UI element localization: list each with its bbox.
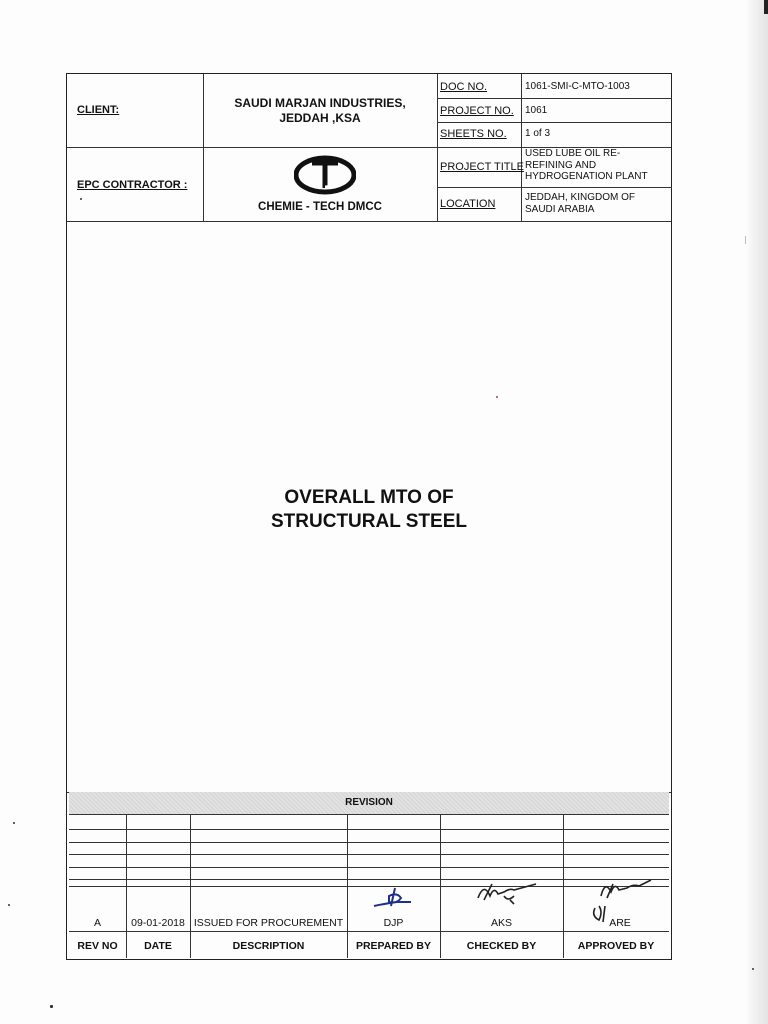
checked-by-header: CHECKED BY (466, 940, 537, 952)
project-no-value: 1061 (525, 105, 548, 116)
scan-speck (8, 904, 10, 906)
doc-no-label: DOC NO. (440, 81, 488, 93)
location-label: LOCATION (440, 198, 496, 210)
epc-contractor-name: CHEMIE - TECH DMCC (258, 201, 382, 213)
client-name: SAUDI MARJAN INDUSTRIES, JEDDAH ,KSA (234, 96, 406, 125)
sheets-no-value: 1 of 3 (525, 128, 551, 139)
page-edge-mark (764, 0, 768, 14)
location-value: JEDDAH, KINGDOM OF SAUDI ARABIA (525, 192, 636, 215)
rev-no-cell: A (93, 917, 101, 929)
checked-by-cell: AKS (490, 917, 512, 929)
revision-block (69, 792, 669, 958)
scan-speck (496, 396, 498, 398)
document-frame (66, 73, 672, 960)
project-title-value: USED LUBE OIL RE- REFINING AND HYDROGENATION PLANT (525, 148, 648, 182)
revision-heading: REVISION (69, 792, 669, 815)
date-header: DATE (144, 940, 172, 952)
date-cell: 09-01-2018 (131, 917, 185, 929)
epc-contractor-label: EPC CONTRACTOR : (77, 179, 188, 191)
description-header: DESCRIPTION (232, 940, 305, 952)
scan-speck (80, 198, 82, 200)
page-edge-shadow (746, 0, 768, 1024)
sheets-no-label: SHEETS NO. (440, 128, 507, 140)
client-label: CLIENT: (77, 104, 120, 116)
scan-speck (745, 236, 746, 244)
rev-no-header: REV NO (77, 940, 118, 952)
approved-by-cell: ARE (609, 917, 631, 929)
prepared-by-header: PREPARED BY (355, 940, 432, 952)
prepared-by-cell: DJP (383, 917, 404, 929)
approved-by-header: APPROVED BY (577, 940, 655, 952)
description-cell: ISSUED FOR PROCUREMENT (193, 917, 344, 929)
title-block-header (67, 74, 671, 221)
scan-speck (13, 822, 15, 824)
project-title-label: PROJECT TITLE (440, 161, 524, 173)
doc-no-value: 1061-SMI-C-MTO-1003 (525, 81, 630, 92)
scan-speck (752, 968, 754, 970)
scan-speck (50, 1005, 53, 1008)
document-title: OVERALL MTO OF STRUCTURAL STEEL (271, 487, 467, 532)
prepared-by-signature-icon (371, 882, 417, 912)
project-no-label: PROJECT NO. (440, 105, 514, 117)
chemie-tech-logo-icon (294, 154, 356, 196)
checked-by-signature-icon (474, 878, 538, 906)
